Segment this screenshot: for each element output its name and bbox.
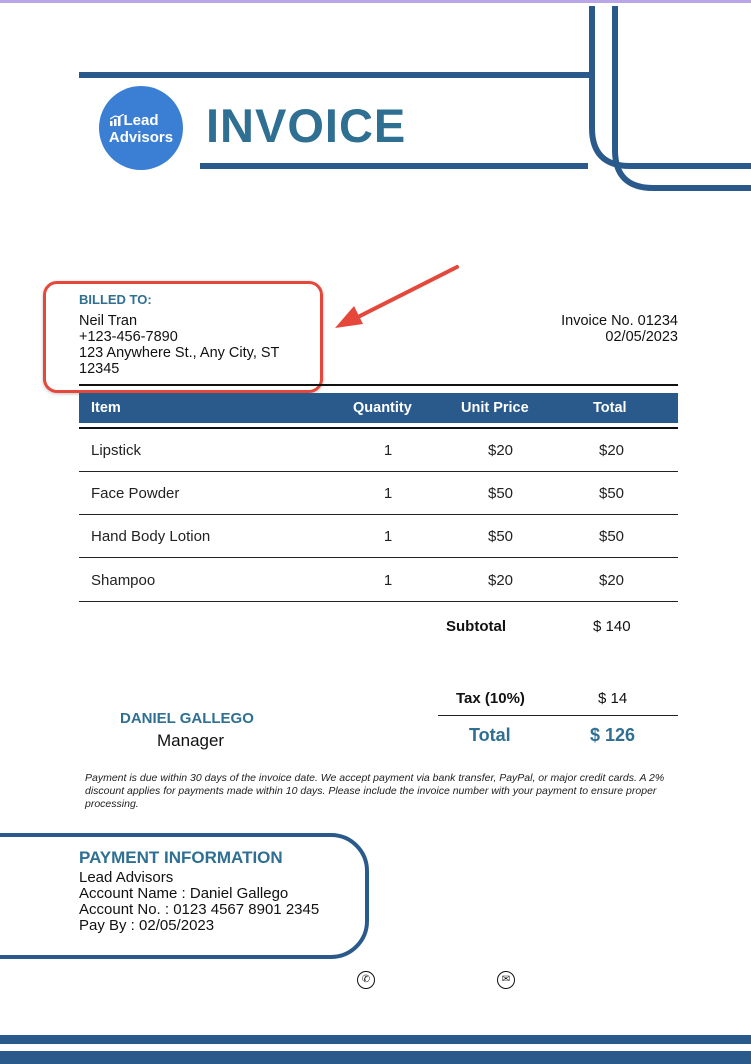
cell-item: Face Powder [91, 485, 180, 502]
company-logo [99, 86, 183, 170]
invoice-title: INVOICE [206, 99, 407, 152]
billed-to-address: 123 Anywhere St., Any City, ST [79, 345, 280, 361]
payment-account-number: Account No. : 0123 4567 8901 2345 [79, 901, 320, 918]
table-row [79, 515, 678, 558]
signer-name: DANIEL GALLEGO [120, 710, 254, 727]
cell-total: $50 [598, 528, 625, 545]
payment-company: Lead Advisors [79, 869, 174, 886]
cell-item: Hand Body Lotion [91, 528, 211, 545]
cell-unit-price: $20 [487, 442, 514, 459]
cell-unit-price: $50 [487, 485, 514, 502]
footer-bar-bottom [0, 1051, 751, 1064]
table-row [79, 429, 678, 472]
payment-account-name: Account Name : Daniel Gallego [79, 885, 289, 902]
tax-value: $ 14 [598, 690, 628, 707]
billed-to-phone: +123-456-7890 [79, 329, 178, 345]
header-quantity: Quantity [353, 400, 412, 416]
subtotal-value: $ 140 [593, 618, 631, 635]
cell-unit-price: $50 [487, 528, 514, 545]
cell-quantity: 1 [383, 572, 393, 589]
cell-total: $20 [598, 572, 625, 589]
invoice-number: Invoice No. 01234 [561, 313, 678, 329]
billed-to-name: Neil Tran [79, 313, 138, 329]
payment-terms-note: Payment is due within 30 days of the invoice date. We accept payment via bank transfer, PayPal, or major credit cards. A 2% discount applies for payments made within 10 days. Please include the invoice number with your payment to ensure proper processing. [85, 772, 665, 810]
tax-label: Tax (10%) [456, 690, 525, 707]
table-row [79, 559, 678, 602]
logo-text-lead: Lead [123, 112, 159, 129]
header-unit-price: Unit Price [461, 400, 529, 416]
payment-due-date: Pay By : 02/05/2023 [79, 917, 215, 934]
footer-bar-top [0, 1035, 751, 1044]
signer-role: Manager [157, 731, 225, 750]
total-label: Total [469, 725, 511, 745]
invoice-date: 02/05/2023 [605, 329, 678, 345]
cell-item: Lipstick [91, 442, 142, 459]
phone-icon: ✆ [357, 971, 375, 989]
table-top-rule [79, 384, 678, 386]
cell-quantity: 1 [383, 528, 393, 545]
cell-total: $20 [598, 442, 625, 459]
cell-item: Shampoo [91, 572, 156, 589]
logo-text-advisors: Advisors [108, 129, 174, 146]
cell-quantity: 1 [383, 485, 393, 502]
payment-info-title: PAYMENT INFORMATION [79, 848, 283, 867]
cell-quantity: 1 [383, 442, 393, 459]
header-item: Item [91, 400, 121, 416]
table-header [79, 393, 678, 423]
total-value: $ 126 [590, 725, 636, 745]
email-icon: ✉ [497, 971, 515, 989]
totals-divider [438, 715, 678, 716]
cell-total: $50 [598, 485, 625, 502]
cell-unit-price: $20 [487, 572, 514, 589]
header-total: Total [593, 400, 627, 416]
billed-to-label: BILLED TO: [79, 292, 152, 307]
billed-to-zip: 12345 [79, 361, 120, 377]
table-row [79, 472, 678, 515]
annotation-arrow [330, 262, 464, 332]
subtotal-label: Subtotal [446, 618, 506, 635]
